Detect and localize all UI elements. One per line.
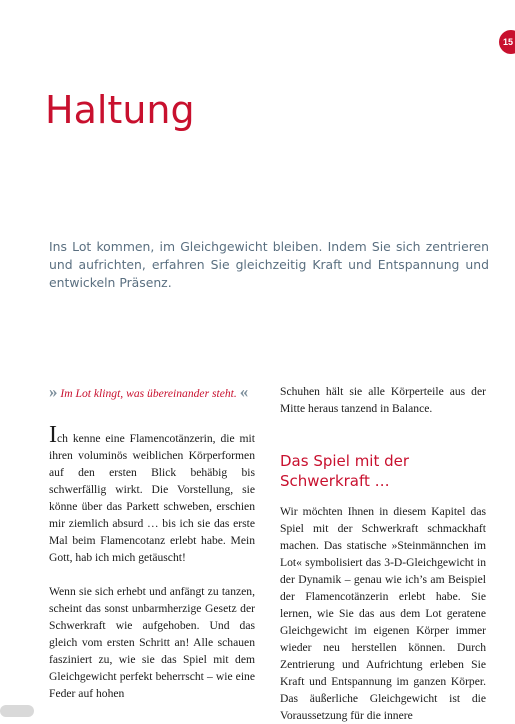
page-corner-tab (0, 705, 34, 717)
left-column (49, 383, 255, 702)
right-column (280, 383, 486, 724)
quote-open-mark: » (49, 382, 58, 401)
pull-quote (49, 383, 255, 402)
section-heading: Das Spiel mit der Schwerkraft … (280, 452, 410, 490)
body-paragraph-1-text: ch kenne eine Flamencotänzerin, die mit ihren voluminös weiblichen Körperformen auf den ersten Blick behäbig bis schwerfällig wirkt. Die Vorstellung, sie könne über das Parkett schweben, erschien mir ziemlich absurd … bis ich sie das erste Mal beim Flamencotanz erlebt habe. Mein Gott, hab ich mich getäuscht! (49, 432, 255, 564)
quote-close-mark: « (239, 382, 249, 401)
quote-text: Im Lot klingt, was übereinander steht. (60, 387, 237, 400)
body-paragraph-3: Wir möchten Ihnen in diesem Kapitel das Spiel mit der Schwerkraft schmackhaft machen. Das statische »Steinmännchen im Lot« symbolisiert das 3-D-Gleichgewicht in der Dynamik – genau wie ich’s am Beispiel der Flamencotänzerin erlebt habe. Sie lernen, wie Sie das aus dem Lot geratene Gleichgewicht im eigenen Körper immer wieder neu herstellen können. Durch Zentrierung und Aufrichtung erleben Sie Kraft und Entspannung im ganzen Körper. Das äußerliche Gleichgewicht ist die Voraussetzung für die innere (280, 505, 486, 722)
page-number-badge (499, 30, 515, 54)
body-paragraph-2: Wenn sie sich erhebt und anfängt zu tanzen, scheint das sonst unbarmherzige Gesetz der Schwerkraft wie aufgehoben. Und das gleich vom ersten Schritt an! Alle schauen fasziniert zu, wie sie das Spiel mit dem Gleichgewicht perfekt beherrscht – wie eine Feder auf hohen (49, 585, 255, 700)
page-title: Haltung (45, 88, 195, 132)
intro-paragraph: Ins Lot kommen, im Gleichgewicht bleiben. Indem Sie sich zentrieren und aufrichten, erfahren Sie gleichzeitig Kraft und Entspannung und entwickeln Präsenz. (49, 239, 489, 290)
page-number: 15 (503, 37, 514, 47)
body-paragraph-continued: Schuhen hält sie alle Körperteile aus der Mitte heraus tanzend in Balance. (280, 385, 486, 415)
drop-cap: I (49, 422, 57, 448)
body-paragraph-1 (49, 422, 255, 566)
